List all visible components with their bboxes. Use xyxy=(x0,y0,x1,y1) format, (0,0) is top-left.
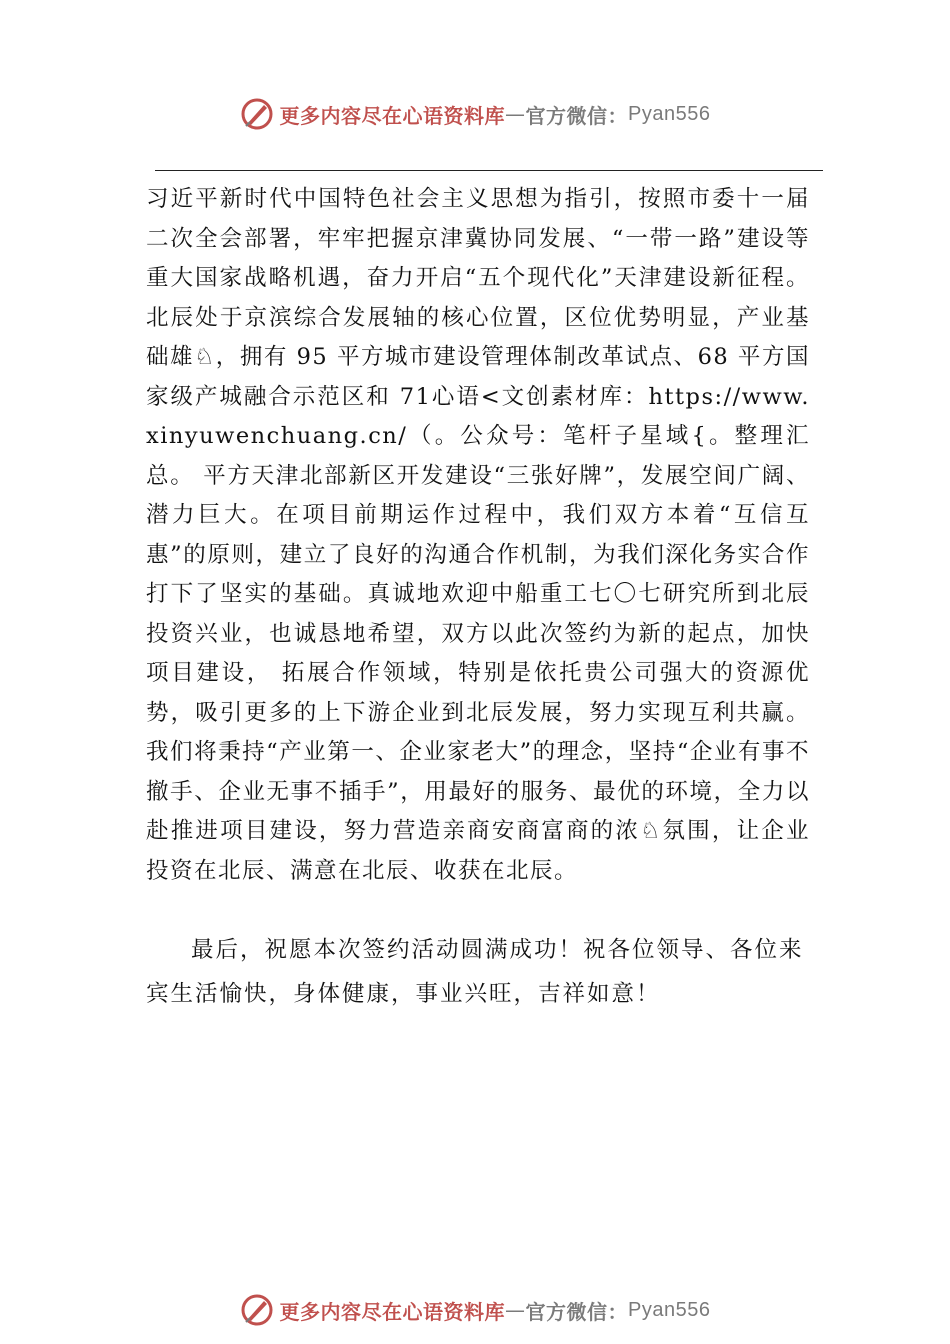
footer-dash: — xyxy=(505,1298,526,1322)
footer-wechat-handle: Pyan556 xyxy=(628,1298,711,1321)
body-paragraph-closing: 最后，祝愿本次签约活动圆满成功！祝各位领导、各位来宾生活愉快，身体健康，事业兴旺，吉祥如意！ xyxy=(146,937,804,1007)
quill-pen-logo-icon xyxy=(240,1293,274,1327)
footer-wechat-label: 官方微信： xyxy=(525,1299,629,1324)
header-wechat-handle: Pyan556 xyxy=(628,102,711,125)
body-paragraph-1: 习近平新时代中国特色社会主义思想为指引，按照市委十一届二次全会部署，牢牢把握京津冀协同发展、“一带一路”建设等重大国家战略机遇，奋力开启“五个现代化”天津建设新征程。北辰处于京滨综合发展轴的核心位置，区位优势明显，产业基础雄♘，拥有 95 平方城市建设管理体制改革试点、68 平方国家级产城融合示范区和 71心语<文创素材库：https://www.xinyuwenchuang.cn/（。公众号：笔杆子星域{。整理汇总。 平方天津北部新区开发建设“三张好牌”，发展空间广阔、潜力巨大。在项目前期运作过程中，我们双方本着“互信互惠”的原则，建立了良好的沟通合作机制，为我们深化务实合作打下了坚实的基础。真诚地欢迎中船重工七〇七研究所到北辰投资兴业，也诚恳地希望，双方以此次签约为新的起点，加快项目建设， 拓展合作领域，特别是依托贵公司强大的资源优势，吸引更多的上下游企业到北辰发展，努力实现互利共赢。我们将秉持“产业第一、企业家老大”的理念，坚持“企业有事不撤手、企业无事不插手”，用最好的服务、最优的环境，全力以赴推进项目建设，努力营造亲商安商富商的浓♘氛围，让企业投资在北辰、满意在北辰、收获在北辰。 xyxy=(146,186,810,884)
header-wechat-label: 官方微信： xyxy=(525,103,629,128)
header-dash: — xyxy=(505,102,526,126)
header-banner xyxy=(0,94,950,134)
header-divider xyxy=(155,170,823,171)
header-brand-text: 更多内容尽在心语资料库 xyxy=(279,103,506,128)
quill-pen-logo-icon xyxy=(240,97,274,131)
footer-banner xyxy=(0,1290,950,1330)
footer-brand-text: 更多内容尽在心语资料库 xyxy=(279,1299,506,1324)
